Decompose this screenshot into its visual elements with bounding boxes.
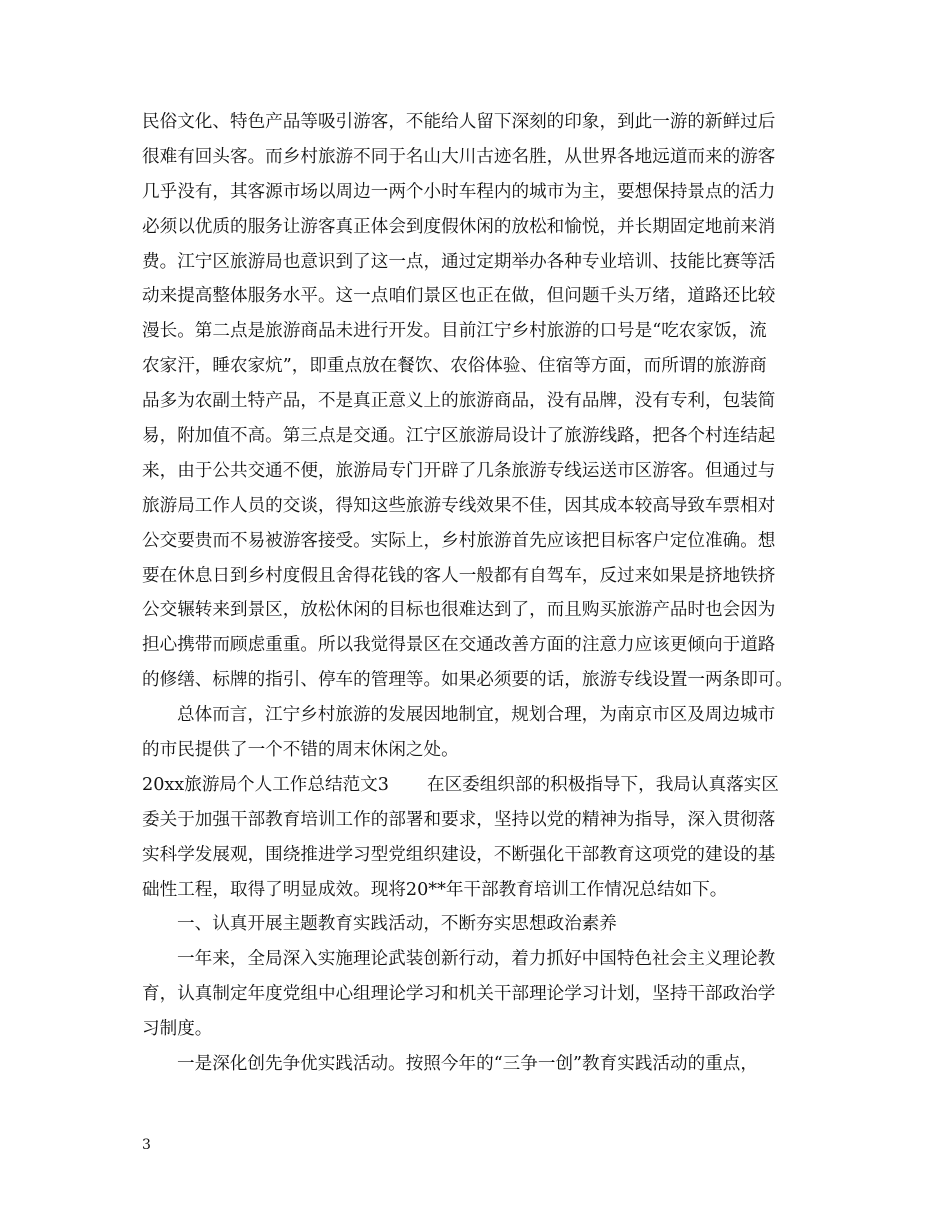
text-line: 习制度。 — [142, 1019, 213, 1040]
text-line: 很难有回头客。而乡村旅游不同于名山大川古迹名胜，从世界各地远道而来的游客 — [142, 146, 776, 167]
text-line: 育，认真制定年度党组中心组理论学习和机关干部理论学习计划，坚持干部政治学 — [142, 984, 776, 1005]
text-line: 的市民提供了一个不错的周末休闲之处。 — [142, 740, 459, 761]
text-line: 易，附加值不高。第三点是交通。江宁区旅游局设计了旅游线路，把各个村连结起 — [142, 426, 776, 447]
text-line: 委关于加强干部教育培训工作的部署和要求，坚持以党的精神为指导，深入贯彻落 — [142, 809, 776, 830]
text-line: 来，由于公共交通不便，旅游局专门开辟了几条旅游专线运送市区游客。但通过与 — [142, 460, 776, 481]
section-title: 20xx旅游局个人工作总结范文3 — [142, 774, 389, 795]
text-line: 的修缮、标牌的指引、停车的管理等。如果必须要的话，旅游专线设置一两条即可。 — [142, 670, 793, 691]
document-body — [142, 105, 832, 1082]
text-line: 费。江宁区旅游局也意识到了这一点，通过定期举办各种专业培训、技能比赛等活 — [142, 251, 776, 272]
text-line: 础性工程，取得了明显成效。现将20**年干部教育培训工作情况总结如下。 — [142, 879, 728, 900]
section-heading-line — [142, 768, 832, 803]
paragraph-line: 一年来，全局深入实施理论武装创新行动，着力抓好中国特色社会主义理论教 — [177, 949, 776, 970]
text-line: 动来提高整体服务水平。这一点咱们景区也正在做，但问题千头万绪，道路还比较 — [142, 286, 776, 307]
page-number: 3 — [142, 1137, 151, 1153]
section-intro-text: 在区委组织部的积极指导下，我局认真落实区 — [426, 774, 779, 795]
text-line: 漫长。第二点是旅游商品未进行开发。目前江宁乡村旅游的口号是“吃农家饭，流 — [142, 321, 767, 342]
text-line: 品多为农副土特产品，不是真正意义上的旅游商品，没有品牌，没有专利，包装简 — [142, 391, 776, 412]
text-line: 公交辗转来到景区，放松休闲的目标也很难达到了，而且购买旅游产品时也会因为 — [142, 600, 776, 621]
text-line: 农家汗，睡农家炕”，即重点放在餐饮、农俗体验、住宿等方面，而所谓的旅游商 — [142, 356, 767, 377]
text-line: 民俗文化、特色产品等吸引游客，不能给人留下深刻的印象，到此一游的新鲜过后 — [142, 112, 776, 132]
text-line: 担心携带而顾虑重重。所以我觉得景区在交通改善方面的注意力应该更倾向于道路 — [142, 635, 776, 656]
subheading-line: 一、认真开展主题教育实践活动，不断夯实思想政治素养 — [177, 914, 617, 935]
text-line: 实科学发展观，围绕推进学习型党组织建设，不断强化干部教育这项党的建设的基 — [142, 844, 776, 865]
text-line: 几乎没有，其客源市场以周边一两个小时车程内的城市为主，要想保持景点的活力 — [142, 181, 776, 202]
text-line: 必须以优质的服务让游客真正体会到度假休闲的放松和愉悦，并长期固定地前来消 — [142, 216, 776, 237]
paragraph-line: 一是深化创先争优实践活动。按照今年的“三争一创”教育实践活动的重点， — [177, 1054, 758, 1075]
text-line: 公交要贵而不易被游客接受。实际上，乡村旅游首先应该把目标客户定位准确。想 — [142, 530, 776, 551]
paragraph-line: 总体而言，江宁乡村旅游的发展因地制宜，规划合理，为南京市区及周边城市 — [177, 705, 776, 726]
text-line: 旅游局工作人员的交谈，得知这些旅游专线效果不佳，因其成本较高导致车票相对 — [142, 495, 776, 516]
text-line: 要在休息日到乡村度假且舍得花钱的客人一般都有自驾车，反过来如果是挤地铁挤 — [142, 565, 776, 586]
